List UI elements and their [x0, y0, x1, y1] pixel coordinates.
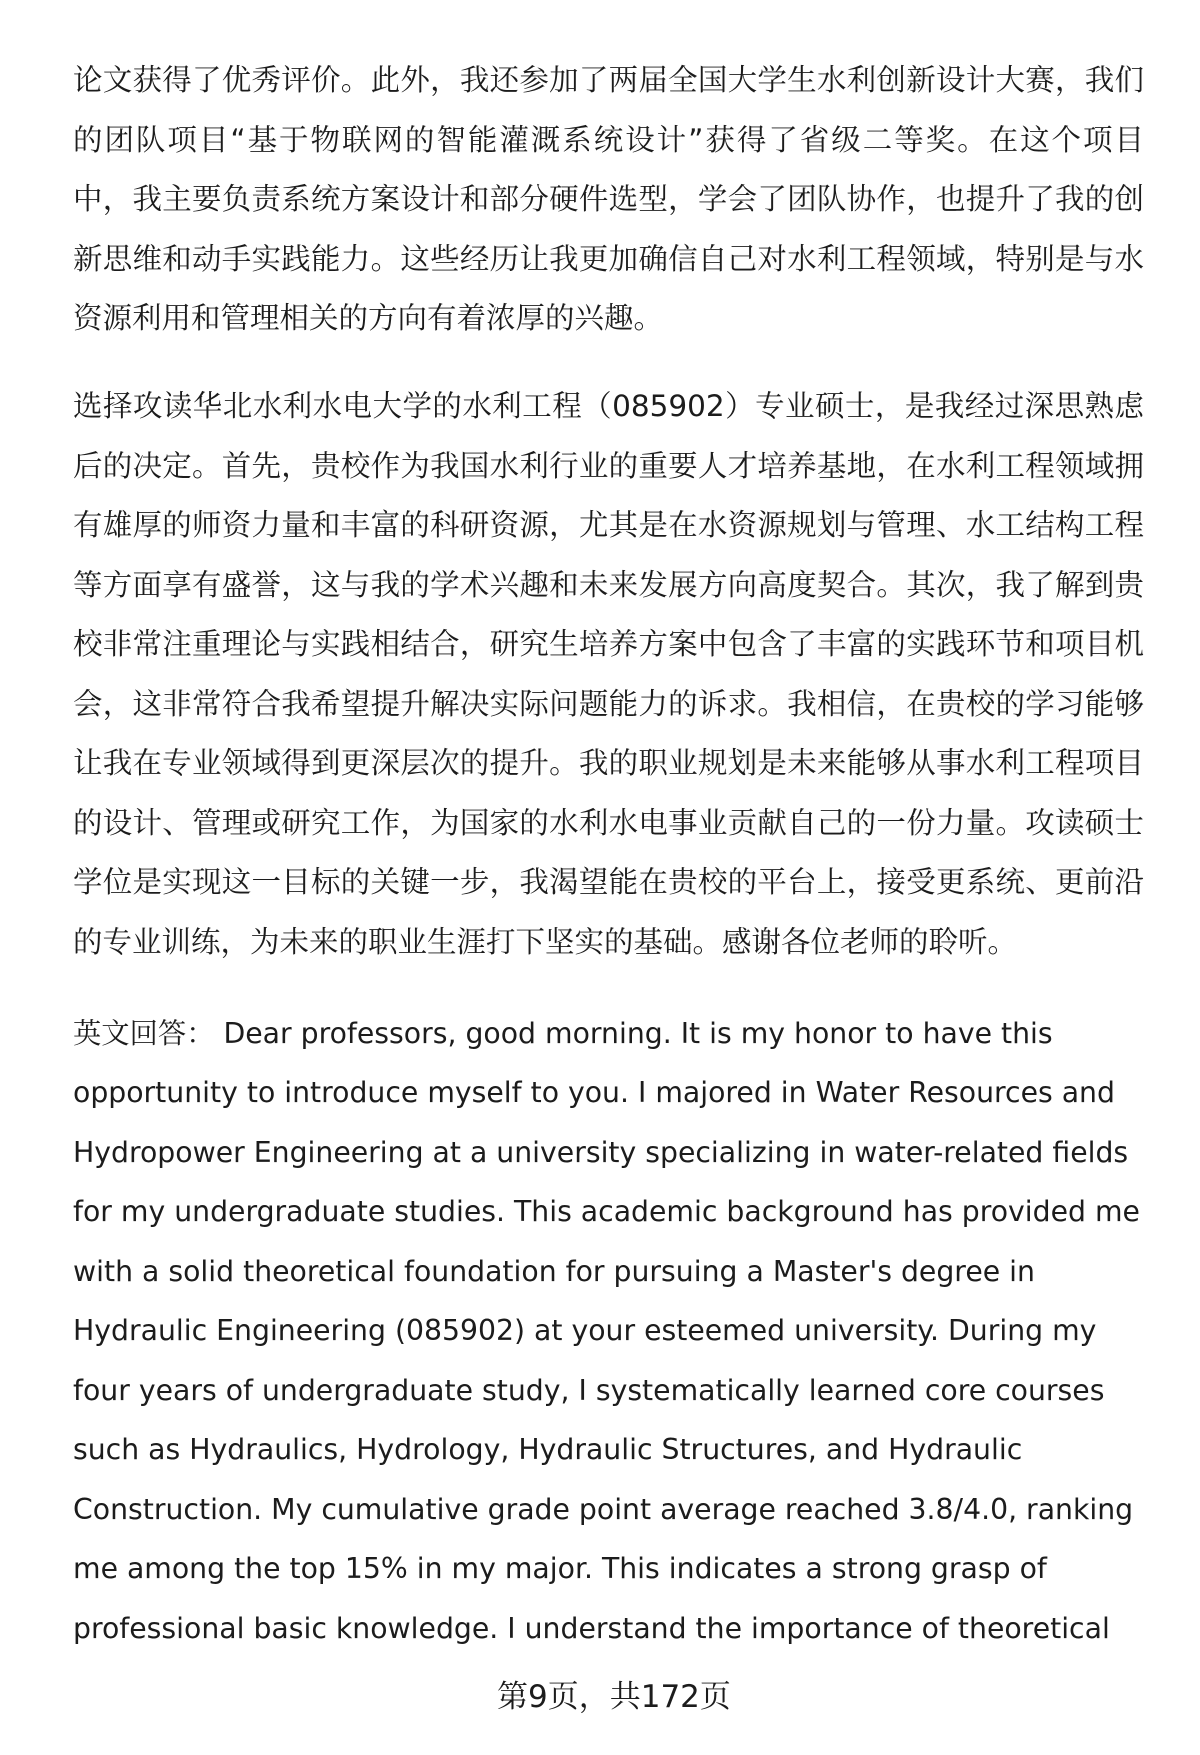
text-line: me among the top 15% in my major. This indicates a strong grasp of: [73, 1552, 1047, 1585]
text-line: with a solid theoretical foundation for pursuing a Master's degree in: [73, 1254, 1035, 1288]
text-line: 等方面享有盛誉，这与我的学术兴趣和未来发展方向高度契合。其次，我了解到贵: [73, 567, 1144, 602]
text-line: four years of undergraduate study, I systematically learned core courses: [73, 1373, 1105, 1407]
text-line: 英文回答： Dear professors, good morning. It is my honor to have this: [73, 1016, 1053, 1050]
text-line: such as Hydraulics, Hydrology, Hydraulic Structures, and Hydraulic: [73, 1433, 1023, 1466]
text-line: 新思维和动手实践能力。这些经历让我更加确信自己对水利工程领域，特别是与水: [73, 241, 1144, 276]
text-line: 的设计、管理或研究工作，为国家的水利水电事业贡献自己的一份力量。攻读硕士: [73, 805, 1144, 840]
paragraph-competition-experience: [73, 51, 1144, 349]
text-line: 让我在专业领域得到更深层次的提升。我的职业规划是未来能够从事水利工程项目: [73, 746, 1144, 780]
text-line: 的团队项目“基于物联网的智能灌溉系统设计”获得了省级二等奖。在这个项目: [73, 122, 1144, 157]
text-line: 有雄厚的师资力量和丰富的科研资源，尤其是在水资源规划与管理、水工结构工程: [73, 508, 1144, 542]
text-line: for my undergraduate studies. This academic background has provided me: [73, 1195, 1140, 1228]
text-line: 校非常注重理论与实践相结合，研究生培养方案中包含了丰富的实践环节和项目机: [73, 627, 1144, 661]
text-line: opportunity to introduce myself to you. I majored in Water Resources and: [73, 1076, 1115, 1109]
paragraph-english-answer: [73, 1004, 1144, 1659]
text-line: professional basic knowledge. I understand the importance of theoretical: [73, 1611, 1110, 1645]
text-line: 的专业训练，为未来的职业生涯打下坚实的基础。感谢各位老师的聆听。: [73, 924, 1018, 959]
text-line: Construction. My cumulative grade point average reached 3.8/4.0, ranking: [73, 1492, 1134, 1526]
paragraph-school-choice: [73, 377, 1144, 972]
text-line: 会，这非常符合我希望提升解决实际问题能力的诉求。我相信，在贵校的学习能够: [73, 686, 1144, 721]
text-line: Hydraulic Engineering (085902) at your esteemed university. During my: [73, 1314, 1097, 1347]
text-line: Hydropower Engineering at a university specializing in water-related fields: [73, 1135, 1129, 1169]
text-line: 学位是实现这一目标的关键一步，我渴望能在贵校的平台上，接受更系统、更前沿: [73, 865, 1144, 899]
text-line: 中，我主要负责系统方案设计和部分硬件选型，学会了团队协作，也提升了我的创: [73, 182, 1144, 216]
text-line: 论文获得了优秀评价。此外，我还参加了两届全国大学生水利创新设计大赛，我们: [73, 63, 1144, 97]
text-line: 后的决定。首先，贵校作为我国水利行业的重要人才培养基地，在水利工程领域拥: [73, 448, 1144, 483]
text-line: 资源利用和管理相关的方向有着浓厚的兴趣。: [73, 301, 664, 335]
text-line: 选择攻读华北水利水电大学的水利工程（085902）专业硕士，是我经过深思熟虑: [73, 389, 1144, 423]
page-number-footer: 第9页，共172页: [497, 1679, 731, 1715]
